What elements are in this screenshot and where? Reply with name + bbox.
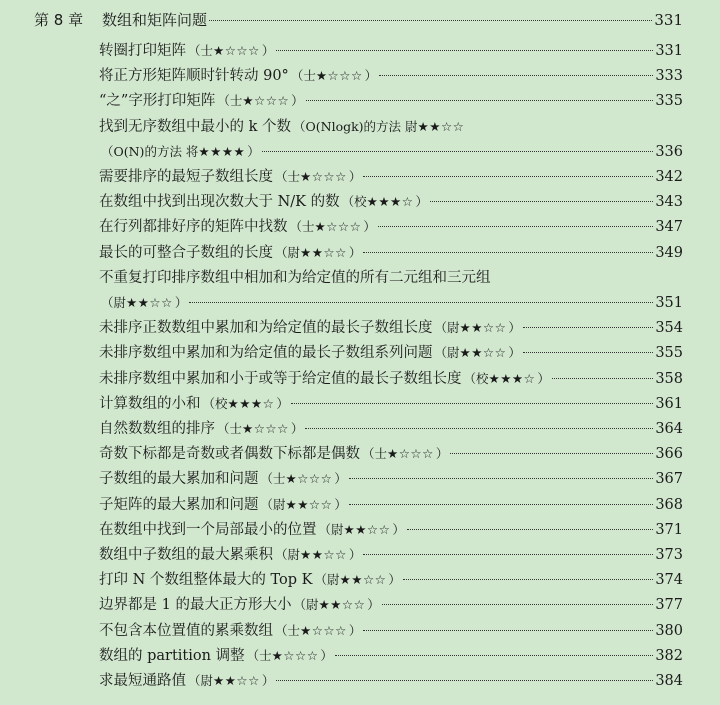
difficulty-stars-icon: ★★★★ [198,143,246,159]
difficulty-note: （士 [246,647,272,663]
difficulty-note-close: ） [334,496,347,512]
entry-title: 未排序正数数组中累加和为给定值的最长子数组长度 [99,320,433,337]
page-number: 384 [655,673,683,689]
entry-title: 数组的 partition 调整 [99,647,245,664]
toc-entry[interactable] [99,646,683,666]
leader-dots [276,679,653,681]
toc-entry[interactable] [99,495,683,515]
difficulty-note: （尉 [434,345,460,361]
page-number: 382 [655,647,683,664]
difficulty-stars-icon: ★☆☆☆ [285,471,333,487]
page-number: 367 [655,471,683,488]
leader-dots [305,427,653,429]
toc-entry[interactable] [99,41,683,61]
difficulty-note-close: ） [174,295,188,310]
difficulty-stars-icon: ★★☆☆ [285,496,333,512]
difficulty-note-close: ） [348,622,362,638]
page-number: 331 [655,43,683,59]
entry-title: 不包含本位置值的累乘数组 [99,622,273,639]
difficulty-stars-icon: ★☆☆☆ [387,446,434,462]
difficulty-note: （校 [463,370,489,386]
leader-dots [378,225,653,227]
leader-dots [209,19,652,21]
leader-dots [430,200,653,202]
page-number: 371 [655,521,683,538]
difficulty-note: （士 [275,622,301,638]
entry-title: 在数组中找到一个局部最小的位置 [99,521,317,538]
page-number: 374 [655,572,683,589]
toc-entry[interactable] [99,369,683,389]
difficulty-note: （士 [217,93,243,109]
difficulty-note-close: ） [348,547,362,562]
difficulty-stars-icon: ★★☆☆ [459,320,507,336]
page-number: 373 [655,547,683,563]
difficulty-note-close: ） [508,345,521,361]
leader-dots [403,578,653,580]
difficulty-note: （尉 [293,597,319,613]
entry-title: 边界都是 1 的最大正方形大小 [99,597,292,614]
leader-dots [335,654,653,656]
difficulty-note: （士 [260,471,286,487]
difficulty-stars-icon: ★☆☆☆ [271,647,319,663]
toc-entry[interactable] [99,192,683,212]
difficulty-note-close: ） [290,421,304,436]
difficulty-note-close: ） [363,219,376,235]
entry-title: 计算数组的小和 [99,395,201,412]
page-number: 335 [655,93,683,110]
page-number: 380 [655,622,683,639]
difficulty-stars-icon: ★☆☆☆ [300,169,347,184]
difficulty-stars-icon: ★★★☆ [488,370,536,386]
difficulty-note-close: ） [276,395,289,411]
difficulty-note-close: ） [348,244,362,260]
difficulty-note-close: ） [334,471,347,487]
leader-dots [450,452,653,454]
difficulty-note: （尉 [314,572,340,588]
leader-dots [379,74,653,76]
toc-entry[interactable] [99,595,683,615]
difficulty-stars-icon: ★★★☆ [366,194,414,210]
difficulty-stars-icon: ★☆☆☆ [315,68,363,84]
difficulty-note: （士 [289,219,315,235]
entry-title: 不重复打印排序数组中相加和为给定值的所有二元组和三元组 [99,269,491,286]
difficulty-stars-icon: ★★☆☆ [300,547,347,562]
difficulty-stars-icon: ★☆☆☆ [300,622,347,638]
difficulty-note-close: ） [435,446,449,462]
toc-entry[interactable] [99,66,683,86]
difficulty-note: （士 [188,43,214,58]
page-number: 355 [655,345,683,362]
difficulty-note: （士 [217,421,243,436]
toc-entry[interactable] [99,167,683,187]
toc-entry[interactable] [99,570,683,590]
leader-dots [523,326,653,328]
difficulty-stars-icon: ★★☆☆ [339,572,387,588]
toc-entry[interactable] [99,621,683,641]
difficulty-stars-icon: ★★☆☆ [213,673,260,688]
difficulty-note: （尉 [188,673,214,688]
difficulty-stars-icon: ★★☆☆ [300,244,347,260]
toc-entry[interactable] [99,217,683,237]
leader-dots [276,49,653,51]
toc-entry[interactable] [99,293,683,313]
toc-entry[interactable] [99,243,683,263]
difficulty-note-close: ） [247,143,260,159]
difficulty-stars-icon: ★★☆☆ [417,118,465,134]
difficulty-stars-icon: ★★☆☆ [318,597,366,613]
difficulty-note-close: ） [367,597,380,613]
entry-title: 将正方形矩阵顺时针转动 90° [99,68,289,85]
page-number: 366 [655,446,683,463]
difficulty-note-close: ） [291,93,304,109]
entry-title: “之”字形打印矩阵 [99,93,216,110]
leader-dots [382,603,654,605]
toc-entry[interactable] [99,444,683,464]
chapter-page-number: 331 [654,11,683,29]
entry-title: 求最短通路值 [99,673,186,689]
page-number: 361 [655,395,683,412]
difficulty-stars-icon: ★★☆☆ [126,295,173,310]
page-number: 343 [655,194,683,211]
difficulty-stars-icon: ★★☆☆ [459,345,507,361]
toc-entry[interactable] [99,142,683,162]
difficulty-note-close: ） [392,521,405,537]
chapter-heading[interactable] [34,10,683,30]
difficulty-note-close: ） [348,169,362,184]
chapter-title: 数组和矩阵问题 [102,11,208,29]
difficulty-stars-icon: ★☆☆☆ [314,219,362,235]
difficulty-note: （尉 [318,521,344,537]
page-number: 349 [655,244,683,261]
difficulty-stars-icon: ★☆☆☆ [213,43,260,58]
leader-dots [523,351,653,353]
page-number: 336 [655,143,683,160]
difficulty-note: （尉 [275,547,301,562]
page-number: 358 [655,370,683,387]
difficulty-note-close: ） [261,43,275,58]
difficulty-note: （尉 [260,496,286,512]
difficulty-note-close: ） [320,647,333,663]
toc-entry[interactable] [99,419,683,439]
difficulty-note-close: ） [415,194,428,210]
difficulty-stars-icon: ★★☆☆ [343,521,391,537]
difficulty-note: （尉 [101,295,127,310]
entry-title: 在行列都排好序的矩阵中找数 [99,219,288,236]
entry-title: 子数组的最大累加和问题 [99,471,259,488]
difficulty-note-close: ） [537,370,550,386]
difficulty-note: （O(Nlogk)的方法 尉 [293,118,418,134]
entry-title: 子矩阵的最大累加和问题 [99,496,259,513]
leader-dots [306,99,654,101]
leader-dots [349,477,653,479]
difficulty-note: （O(N)的方法 将 [101,143,199,159]
toc-entry[interactable] [99,318,683,338]
entry-title: 未排序数组中累加和为给定值的最长子数组系列问题 [99,345,433,362]
leader-dots [363,175,653,177]
page-number: 351 [655,295,683,311]
leader-dots [407,528,653,530]
leader-dots [349,503,653,505]
toc-entry [99,117,683,137]
leader-dots [363,251,653,253]
entry-title: 需要排序的最短子数组长度 [99,169,273,185]
difficulty-note-close: ） [364,68,378,84]
leader-dots [552,377,653,379]
page-number: 342 [655,169,683,185]
difficulty-note: （校 [341,194,367,210]
toc-entry[interactable] [99,91,683,111]
difficulty-note: （士 [290,68,316,84]
leader-dots [291,402,653,404]
toc-entry [99,268,683,288]
leader-dots [189,301,653,303]
entry-title: 转圈打印矩阵 [99,43,186,59]
difficulty-stars-icon: ★★★☆ [227,395,275,411]
difficulty-stars-icon: ★☆☆☆ [242,421,289,436]
page-number: 364 [655,421,683,437]
page-number: 354 [655,320,683,337]
entry-title: 数组中子数组的最大累乘积 [99,547,273,563]
difficulty-note: （校 [202,395,228,411]
leader-dots [363,629,653,631]
difficulty-note: （士 [362,446,388,462]
entry-title: 未排序数组中累加和小于或等于给定值的最长子数组长度 [99,370,462,387]
toc-entry[interactable] [99,671,683,691]
difficulty-note-close: ） [508,320,521,336]
leader-dots [363,553,653,555]
entry-title: 在数组中找到出现次数大于 N/K 的数 [99,194,340,211]
difficulty-stars-icon: ★☆☆☆ [242,93,290,109]
difficulty-note: （尉 [275,244,301,260]
difficulty-note: （尉 [434,320,460,336]
toc-entry[interactable] [99,520,683,540]
entry-title: 最长的可整合子数组的长度 [99,244,273,261]
difficulty-note-close: ） [261,673,275,688]
toc-entry[interactable] [99,394,683,414]
chapter-number: 第 8 章 [34,11,84,29]
leader-dots [262,150,654,152]
toc-entry[interactable] [99,545,683,565]
difficulty-note: （士 [275,169,301,184]
toc-entry[interactable] [99,469,683,489]
toc-entry[interactable] [99,343,683,363]
entry-title: 打印 N 个数组整体最大的 Top K [99,572,313,589]
entry-title: 自然数数组的排序 [99,421,215,437]
page-number: 347 [655,219,683,236]
page-number: 333 [655,68,683,85]
page-number: 377 [655,597,683,614]
entry-title: 奇数下标都是奇数或者偶数下标都是偶数 [99,446,360,463]
entry-title: 找到无序数组中最小的 k 个数 [99,118,292,135]
difficulty-note-close: ） [388,572,401,588]
page-number: 368 [655,496,683,513]
